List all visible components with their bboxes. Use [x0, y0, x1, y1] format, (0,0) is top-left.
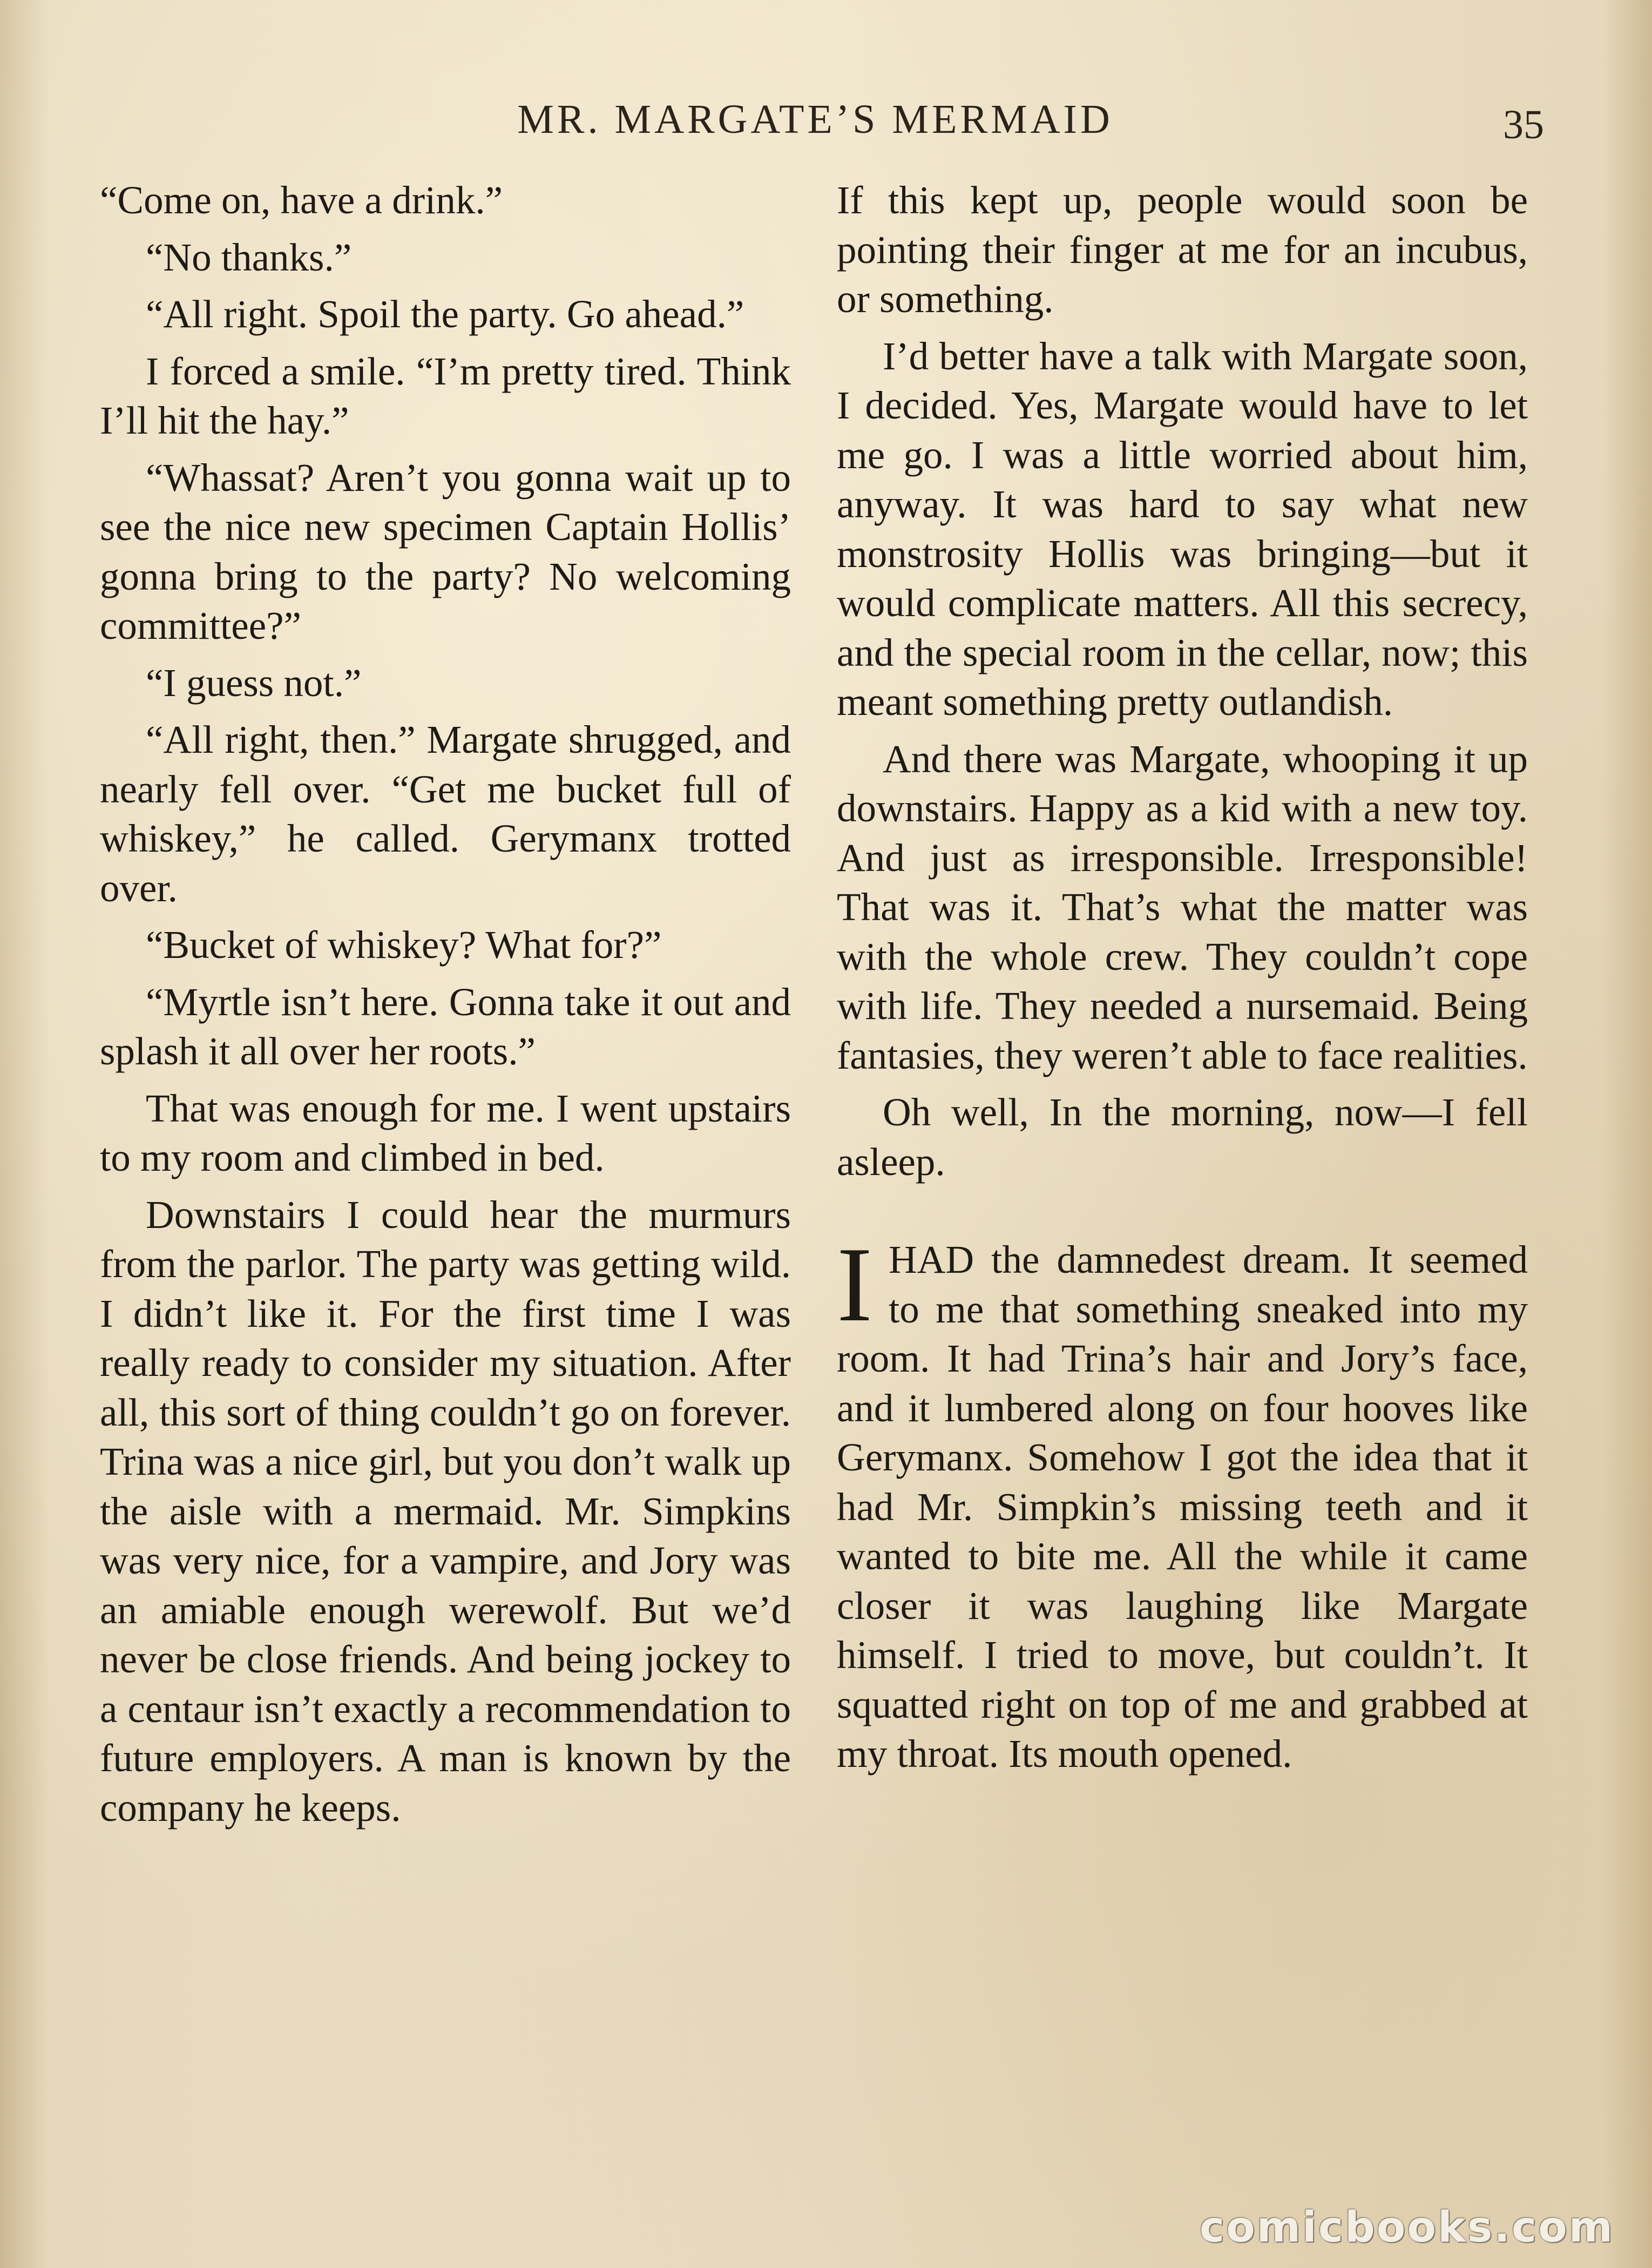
section-opening-paragraph [837, 1225, 1528, 1779]
left-column [100, 176, 791, 1840]
paragraph: “Whassat? Aren’t you gonna wait up to see the nice new specimen Captain Hollis’ gonna bring to the party? No welcoming committee?” [100, 455, 791, 647]
page-header [97, 96, 1544, 156]
paragraph: “All right, then.” Margate shrugged, and nearly fell over. “Get me bucket full of whiskey,” he called. Gerymanx trotted over. [100, 718, 791, 910]
paragraph: I forced a smile. “I’m pretty tired. Think I’ll hit the hay.” [100, 349, 791, 442]
running-title: MR. MARGATE’S MERMAID [517, 97, 1113, 142]
paragraph: “Come on, have a drink.” [100, 178, 503, 222]
paragraph: And there was Margate, whooping it up downstairs. Happy as a kid with a new toy. And just as irresponsible. Irresponsible! That was it. That’s what the matter was with the whole crew. They couldn’t cope with life. They needed a nursemaid. Being fantasies, they weren’t able to face realities. [837, 737, 1528, 1077]
paragraph: I’d better have a talk with Margate soon, I decided. Yes, Margate would have to let me go. I was a little worried about him, anyway. It was hard to say what new monstrosity Hollis was bringing—but it would complicate matters. All this secrecy, and the special room in the cellar, now; this meant something pretty outlandish. [837, 334, 1528, 724]
paragraph: Downstairs I could hear the murmurs from the parlor. The party was getting wild. I didn’t like it. For the first time I was really ready to consider my situation. After all, this sort of thing couldn’t go on forever. Trina was a nice girl, but you don’t walk up the aisle with a mermaid. Mr. Simpkins was very nice, for a vampire, and Jory was an amiable enough werewolf. But we’d never be close friends. And being jockey to a centaur isn’t exactly a recommendation to future employers. A man is known by the company he keeps. [100, 1192, 791, 1830]
paragraph: “All right. Spoil the party. Go ahead.” [146, 292, 744, 336]
right-column [837, 176, 1528, 1786]
paragraph: That was enough for me. I went upstairs to my room and climbed in bed. [100, 1086, 791, 1179]
paragraph: If this kept up, people would soon be pointing their finger at me for an incubus, or something. [837, 178, 1528, 321]
paragraph: “No thanks.” [146, 235, 352, 279]
drop-cap: I [837, 1225, 872, 1344]
paragraph: Oh well, In the morning, now—I fell asleep. [837, 1090, 1528, 1184]
paragraph: “Bucket of whiskey? What for?” [146, 923, 662, 967]
paragraph: “Myrtle isn’t here. Gonna take it out and splash it all over her roots.” [100, 980, 791, 1073]
watermark-logo: comicbooks.com [1199, 2203, 1614, 2252]
paragraph: “I guess not.” [146, 660, 362, 705]
page-number: 35 [1503, 102, 1544, 147]
section-text: HAD the damnedest dream. It seemed to me that something sneaked into my room. It had Trina’s hair and Jory’s face, and it lumbered along on four hooves like Gerymanx. Somehow I got the idea that it had Mr. Simpkin’s missing teeth and it wanted to bite me. All the while it came closer it was laughing like Margate himself. I tried to move, but couldn’t. It squatted right on top of me and grabbed at my throat. Its mouth opened. [837, 1238, 1528, 1776]
